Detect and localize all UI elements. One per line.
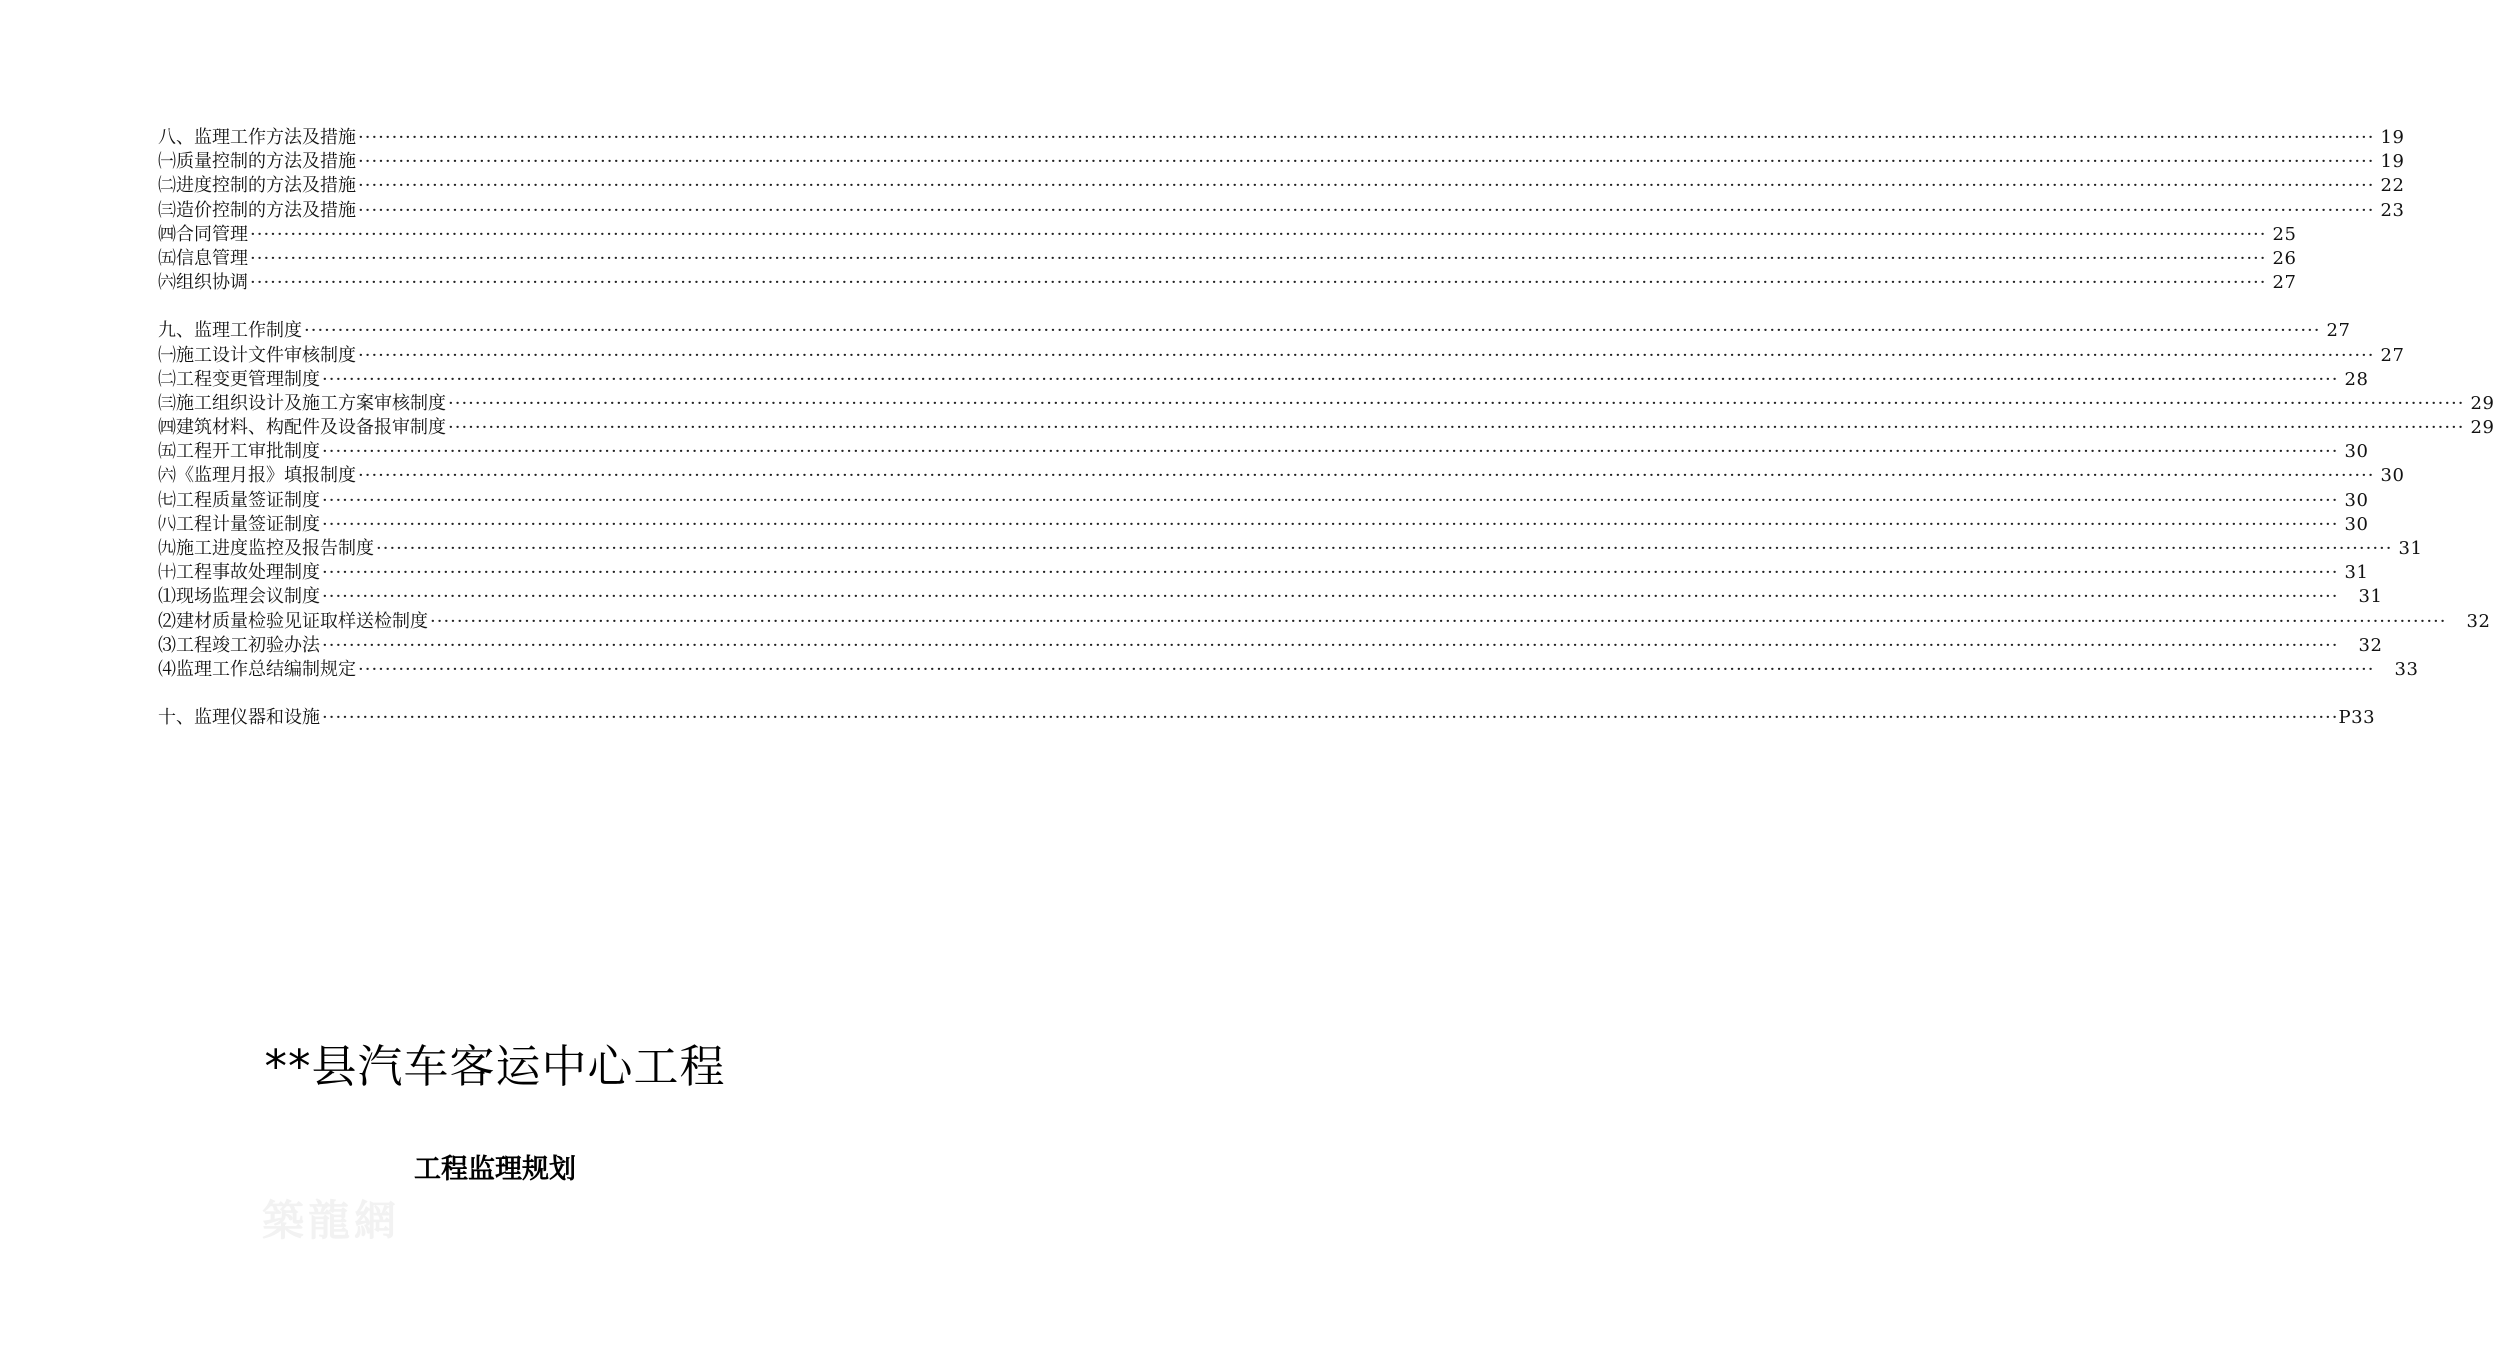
toc-leader-dots: ············································································································································································································································································································ <box>448 417 2465 439</box>
toc-entry[interactable] <box>158 658 2419 682</box>
toc-entry-title: ㈦工程质量签证制度 <box>158 489 320 511</box>
toc-leader-dots: ············································································································································································································································································································ <box>448 392 2465 414</box>
toc-entry-page: 27 <box>2380 344 2405 366</box>
toc-entry-title: ㈧工程计量签证制度 <box>158 513 320 535</box>
toc-entry-title: ㈡工程变更管理制度 <box>158 368 320 390</box>
toc-entry-title: ⑴现场监理会议制度 <box>158 586 320 608</box>
toc-entry-page: 30 <box>2344 513 2369 535</box>
toc-section-10 <box>158 706 2376 730</box>
toc-leader-dots: ············································································································································································································································································································ <box>358 658 2375 680</box>
toc-leader-dots: ············································································································································································································································································································ <box>430 610 2447 632</box>
toc-entry-title: ㈥组织协调 <box>158 272 248 294</box>
toc-leader-dots: ············································································································································································································································································································ <box>358 127 2375 148</box>
toc-entry[interactable] <box>158 319 2351 343</box>
toc-entry[interactable] <box>158 344 2405 368</box>
toc-entry-title: 八、监理工作方法及措施 <box>158 127 356 148</box>
toc-entry-page: 31 <box>2398 538 2423 559</box>
toc-entry-title: ㈢造价控制的方法及措施 <box>158 199 356 221</box>
toc-entry[interactable] <box>158 585 2383 609</box>
toc-entry[interactable] <box>158 223 2297 247</box>
toc-entry-title: ㈠质量控制的方法及措施 <box>158 151 356 173</box>
toc-leader-dots: ············································································································································································································································································································ <box>322 441 2339 463</box>
toc-entry-title: ㈣建筑材料、构配件及设备报审制度 <box>158 417 446 439</box>
toc-entry[interactable] <box>158 513 2369 537</box>
toc-entry-title: ㈣合同管理 <box>158 223 248 245</box>
toc-entry[interactable] <box>158 537 2423 561</box>
toc-entry[interactable] <box>158 174 2405 198</box>
toc-leader-dots: ············································································································································································································································································································ <box>358 465 2375 487</box>
toc-entry-page: 30 <box>2344 441 2369 463</box>
toc-entry-page: 22 <box>2380 175 2405 197</box>
toc-entry-page: P33 <box>2338 707 2376 729</box>
toc-leader-dots: ············································································································································································································································································································ <box>358 151 2375 173</box>
toc-entry[interactable] <box>158 440 2369 464</box>
toc-entry[interactable] <box>158 706 2376 730</box>
toc-entry-title: ㈤信息管理 <box>158 247 248 269</box>
toc-entry[interactable] <box>158 561 2369 585</box>
toc-entry-title: ㈨施工进度监控及报告制度 <box>158 538 374 559</box>
toc-entry-page: 19 <box>2380 151 2405 173</box>
toc-leader-dots: ············································································································································································································································································································ <box>322 707 2339 729</box>
toc-entry-page: 29 <box>2470 417 2494 439</box>
toc-leader-dots: ············································································································································································································································································································ <box>376 538 2393 559</box>
toc-entry-title: ㈩工程事故处理制度 <box>158 562 320 584</box>
toc-entry[interactable] <box>158 392 2494 416</box>
toc-leader-dots: ············································································································································································································································································································ <box>322 586 2339 608</box>
toc-leader-dots: ············································································································································································································································································································ <box>358 175 2375 197</box>
toc-entry-title: 十、监理仪器和设施 <box>158 707 320 729</box>
toc-entry-page: 33 <box>2394 658 2419 680</box>
toc-leader-dots: ············································································································································································································································································································ <box>322 513 2339 535</box>
toc-section-8 <box>158 126 2405 295</box>
toc-entry[interactable] <box>158 634 2383 658</box>
toc-entry-title: ㈤工程开工审批制度 <box>158 441 320 463</box>
toc-leader-dots: ············································································································································································································································································································ <box>250 272 2267 294</box>
toc-entry-title: ㈠施工设计文件审核制度 <box>158 344 356 366</box>
toc-entry-page: 30 <box>2380 465 2405 487</box>
toc-entry-title: ㈡进度控制的方法及措施 <box>158 175 356 197</box>
toc-section-9 <box>158 319 2494 682</box>
toc-entry-page: 32 <box>2466 610 2491 632</box>
toc-entry-page: 28 <box>2344 368 2369 390</box>
toc-leader-dots: ············································································································································································································································································································ <box>250 223 2267 245</box>
toc-entry-title: ⑷监理工作总结编制规定 <box>158 658 356 680</box>
toc-entry-title: 九、监理工作制度 <box>158 320 302 342</box>
cover-title: **县汽车客运中心工程 <box>264 1040 726 1093</box>
toc-leader-dots: ············································································································································································································································································································ <box>322 368 2339 390</box>
toc-leader-dots: ············································································································································································································································································································ <box>250 247 2267 269</box>
toc-entry-page: 30 <box>2344 489 2369 511</box>
toc-entry[interactable] <box>158 489 2369 513</box>
toc-entry-title: ㈥《监理月报》填报制度 <box>158 465 356 487</box>
toc-entry-page: 19 <box>2380 127 2405 148</box>
toc-entry-page: 31 <box>2344 562 2369 584</box>
toc-entry-page: 25 <box>2272 223 2297 245</box>
toc-entry[interactable] <box>158 199 2405 223</box>
toc-leader-dots: ············································································································································································································································································································ <box>322 634 2339 656</box>
toc-entry[interactable] <box>158 464 2405 488</box>
toc-entry[interactable] <box>158 126 2405 150</box>
toc-entry-page: 23 <box>2380 199 2405 221</box>
table-of-contents <box>158 126 2494 754</box>
toc-entry[interactable] <box>158 610 2491 634</box>
toc-entry-page: 26 <box>2272 247 2297 269</box>
toc-leader-dots: ············································································································································································································································································································ <box>304 320 2321 342</box>
toc-entry[interactable] <box>158 368 2369 392</box>
toc-entry-page: 29 <box>2470 392 2494 414</box>
toc-leader-dots: ············································································································································································································································································································ <box>358 344 2375 366</box>
watermark-logo: 築龍網 <box>262 1196 401 1245</box>
toc-entry[interactable] <box>158 150 2405 174</box>
cover-subtitle: 工程监理规划 <box>414 1154 576 1185</box>
toc-entry[interactable] <box>158 416 2494 440</box>
toc-leader-dots: ············································································································································································································································································································ <box>322 562 2339 584</box>
toc-entry-title: ⑵建材质量检验见证取样送检制度 <box>158 610 428 632</box>
toc-entry-title: ㈢施工组织设计及施工方案审核制度 <box>158 392 446 414</box>
toc-entry[interactable] <box>158 247 2297 271</box>
toc-entry-page: 27 <box>2272 272 2297 294</box>
toc-leader-dots: ············································································································································································································································································································ <box>358 199 2375 221</box>
toc-entry-page: 31 <box>2358 586 2383 608</box>
toc-entry[interactable] <box>158 271 2297 295</box>
toc-entry-title: ⑶工程竣工初验办法 <box>158 634 320 656</box>
toc-entry-page: 32 <box>2358 634 2383 656</box>
toc-entry-page: 27 <box>2326 320 2351 342</box>
toc-leader-dots: ············································································································································································································································································································ <box>322 489 2339 511</box>
